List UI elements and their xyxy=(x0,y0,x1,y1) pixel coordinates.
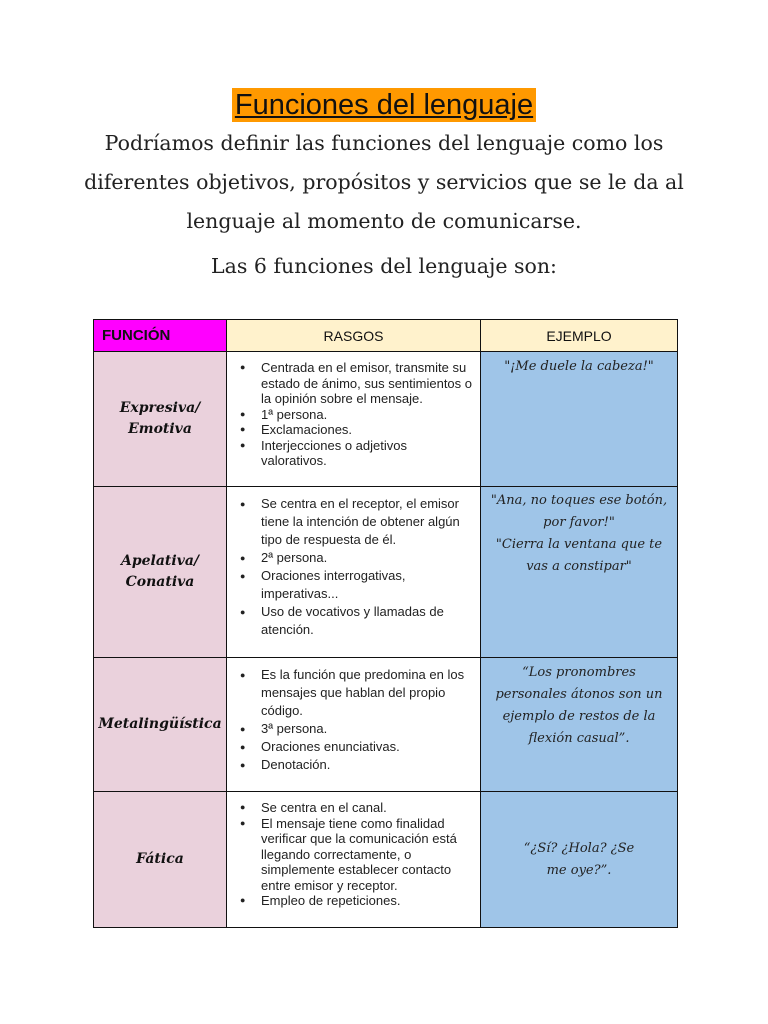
funcion-name: Metalingüística xyxy=(98,716,222,732)
title-wrap xyxy=(0,88,768,122)
ejemplo-text: “¿Sí? ¿Hola? ¿Se xyxy=(523,840,635,856)
rasgos-cell xyxy=(227,792,481,928)
rasgo-item: ● Se centra en el receptor, el emisor tiene la intención de obtener algún tipo de respuesta de él. xyxy=(261,495,474,549)
table-row xyxy=(94,792,678,928)
header-ejemplo: EJEMPLO xyxy=(481,320,678,352)
ejemplo-text: "Ana, no toques ese botón, por favor!" xyxy=(490,493,668,530)
intro-paragraph: Podríamos definir las funciones del lenguaje como los diferentes objetivos, propósitos y servicios que se le da al lenguaje al momento de comunicarse. xyxy=(84,131,684,233)
rasgo-item: ● Oraciones interrogativas, imperativas... xyxy=(261,567,474,603)
ejemplo-text: "Cierra la ventana que te vas a constipar" xyxy=(495,537,663,574)
rasgo-item: ● Uso de vocativos y llamadas de atención. xyxy=(261,603,474,639)
rasgo-item: ● Se centra en el canal. xyxy=(261,800,474,816)
rasgos-cell xyxy=(227,658,481,792)
ejemplo-text: me oye?”. xyxy=(546,862,612,878)
table-row xyxy=(94,487,678,658)
rasgo-item: ● Es la función que predomina en los mensajes que hablan del propio código. xyxy=(261,666,474,720)
ejemplo-cell xyxy=(481,487,678,658)
ejemplo-cell xyxy=(481,792,678,928)
table-row xyxy=(94,352,678,487)
rasgo-item: ● 3ª persona. xyxy=(261,720,474,738)
funcion-cell xyxy=(94,352,227,487)
funcion-cell xyxy=(94,487,227,658)
rasgo-item: ● 1ª persona. xyxy=(261,407,474,423)
subtitle: Las 6 funciones del lenguaje son: xyxy=(211,254,557,278)
table-header-row xyxy=(94,320,678,352)
funcion-name: Fática xyxy=(136,851,184,867)
rasgo-item: ● Empleo de repeticiones. xyxy=(261,893,474,909)
rasgo-item: ● 2ª persona. xyxy=(261,549,474,567)
rasgo-item: ● Exclamaciones. xyxy=(261,422,474,438)
ejemplo-text: “Los pronombres personales átonos son un xyxy=(495,665,663,702)
funcion-name: Emotiva xyxy=(128,421,192,437)
rasgo-item: ● Interjecciones o adjetivos valorativos. xyxy=(261,438,474,469)
rasgo-item: ● Denotación. xyxy=(261,756,474,774)
functions-table xyxy=(93,319,678,928)
funcion-name: Expresiva/ xyxy=(119,400,201,416)
funcion-name: Conativa xyxy=(125,574,195,590)
funcion-name: Apelativa/ xyxy=(120,553,200,569)
rasgo-item: ● Centrada en el emisor, transmite su estado de ánimo, sus sentimientos o la opinión sobre el mensaje. xyxy=(261,360,474,407)
header-funcion: FUNCIÓN xyxy=(94,320,227,352)
ejemplo-text: "¡Me duele la cabeza!" xyxy=(504,359,654,374)
funcion-cell xyxy=(94,792,227,928)
header-rasgos: RASGOS xyxy=(227,320,481,352)
ejemplo-cell xyxy=(481,658,678,792)
funcion-cell xyxy=(94,658,227,792)
rasgo-item: ● Oraciones enunciativas. xyxy=(261,738,474,756)
rasgos-cell xyxy=(227,352,481,487)
rasgos-cell xyxy=(227,487,481,658)
ejemplo-text: ejemplo de restos de la flexión casual”. xyxy=(502,709,656,746)
table-row xyxy=(94,658,678,792)
rasgo-item: ● El mensaje tiene como finalidad verificar que la comunicación está llegando correctamente, o simplemente establecer contacto entre emisor y receptor. xyxy=(261,816,474,894)
page-title: Funciones del lenguaje xyxy=(232,88,536,122)
ejemplo-cell xyxy=(481,352,678,487)
